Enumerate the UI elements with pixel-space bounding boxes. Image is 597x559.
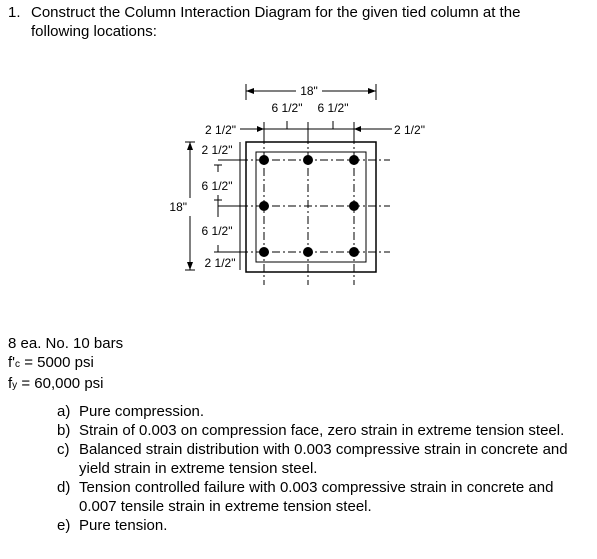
- steel-yield-strength: [8, 374, 123, 395]
- rebar: [349, 201, 359, 211]
- rebar: [259, 247, 269, 257]
- rebar: [303, 155, 313, 165]
- rebar: [349, 247, 359, 257]
- dim-spacing-2: 6 1/2": [201, 224, 233, 238]
- dim-top-width: 18": [300, 84, 318, 98]
- dim-height: 18": [169, 200, 187, 214]
- question-text-line2: following locations:: [31, 23, 157, 40]
- case-item-e: [57, 516, 592, 535]
- case-label: e): [57, 517, 71, 534]
- case-item-c: [57, 440, 592, 478]
- dim-top-spacing-right: 6 1/2": [317, 101, 349, 115]
- case-text: Pure tension.: [79, 517, 168, 534]
- fy-subscript: y: [12, 380, 18, 391]
- concrete-strength: [8, 353, 123, 374]
- question-text-line1: Construct the Column Interaction Diagram for the given tied column at the: [31, 4, 521, 21]
- case-label: d): [57, 479, 71, 496]
- case-label: b): [57, 422, 71, 439]
- dim-cover-right: 2 1/2": [394, 123, 425, 137]
- fy-symbol: f: [8, 375, 13, 392]
- material-properties: [8, 334, 123, 395]
- case-list: [57, 402, 592, 535]
- question-number: 1.: [8, 4, 21, 21]
- dim-cover-top: 2 1/2": [201, 143, 233, 157]
- rebar: [259, 155, 269, 165]
- rebar: [303, 247, 313, 257]
- dim-spacing-1: 6 1/2": [201, 179, 233, 193]
- rebar: [259, 201, 269, 211]
- dim-cover-left: 2 1/2": [205, 123, 236, 137]
- case-item-d: [57, 478, 592, 516]
- case-text: Strain of 0.003 on compression face, zero strain in extreme tension steel.: [79, 422, 565, 439]
- case-text: Balanced strain distribution with 0.003 compressive strain in concrete and yield strain in extreme tension steel.: [79, 441, 568, 477]
- fc-value: = 5000 psi: [20, 354, 94, 371]
- case-label: a): [57, 403, 71, 420]
- bar-count: 8 ea. No. 10 bars: [8, 335, 124, 352]
- dim-cover-bottom: 2 1/2": [204, 256, 236, 270]
- fc-symbol: f': [8, 354, 16, 371]
- rebar: [349, 155, 359, 165]
- fy-value: = 60,000 psi: [17, 375, 104, 392]
- case-text: Tension controlled failure with 0.003 compressive strain in concrete and 0.007 tensile strain in extreme tension steel.: [79, 479, 554, 515]
- case-item-b: [57, 421, 592, 440]
- dim-top-spacing-left: 6 1/2": [271, 101, 303, 115]
- case-label: c): [57, 441, 70, 458]
- fc-subscript: c: [15, 359, 21, 370]
- case-text: Pure compression.: [79, 403, 205, 420]
- case-item-a: [57, 402, 592, 421]
